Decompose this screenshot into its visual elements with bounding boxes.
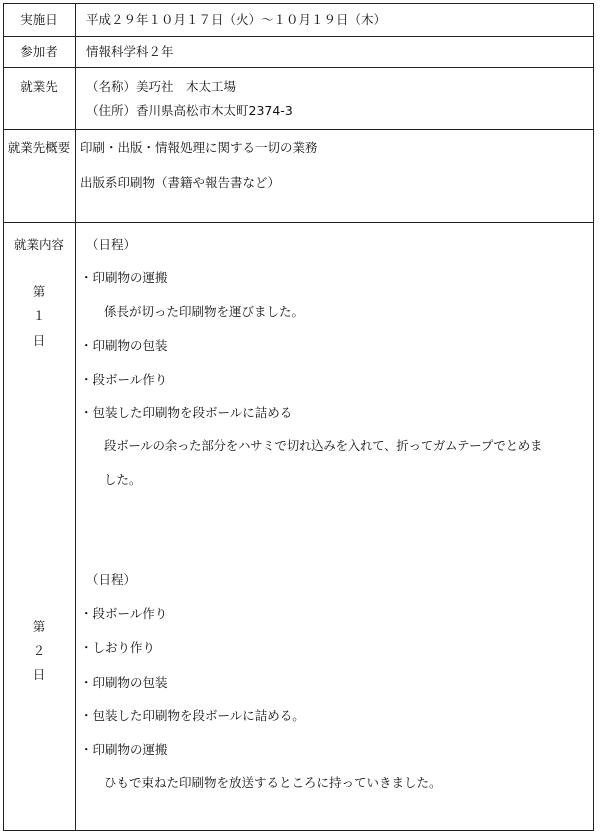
day2-item-4: ・包装した印刷物を段ボールに詰める。 [80,708,305,723]
day1-schedule-heading: （日程） [86,237,137,252]
day1-label-prefix: 第 [32,284,46,299]
workplace-address: （住所）香川県高松市木太町2374-3 [86,103,293,118]
date-value: 平成２９年１０月１７日（火）～１０月１９日（木） [86,12,387,27]
label-column-divider [75,3,76,831]
day2-item-5: ・印刷物の運搬 [80,742,168,757]
summary-line-2: 出版系印刷物（書籍や報告書など） [80,175,281,190]
day1-item-3: ・段ボール作り [80,372,168,387]
day2-label-number: ２ [32,643,46,658]
content-label: 就業内容 [13,237,64,252]
day2-item-5-note: ひもで束ねた印刷物を放送するところに持っていきました。 [104,775,442,790]
workplace-name: （名称）美巧社 木太工場 [86,79,237,94]
summary-label: 就業先概要 [7,140,71,155]
summary-line-1: 印刷・出版・情報処理に関する一切の業務 [80,140,318,155]
row-divider-participant [3,67,594,68]
workplace-label: 就業先 [20,79,58,94]
day2-label-prefix: 第 [32,619,46,634]
participant-label: 参加者 [20,44,58,59]
day1-item-4-note-line-2: した。 [104,472,142,487]
day1-label-unit: 日 [32,333,46,348]
day1-item-2: ・印刷物の包装 [80,338,168,353]
day1-item-4: ・包装した印刷物を段ボールに詰める [80,405,293,420]
row-divider-date [3,36,594,37]
day1-item-1-note: 係長が切った印刷物を運びました。 [104,304,305,319]
day2-item-2: ・しおり作り [80,640,156,655]
row-divider-workplace [3,129,594,130]
date-label: 実施日 [20,12,58,27]
day1-item-4-note-line-1: 段ボールの余った部分をハサミで切れ込みを入れて、折ってガムテープでとめま [104,438,543,453]
day2-schedule-heading: （日程） [86,572,137,587]
participant-value: 情報科学科２年 [86,44,174,59]
day1-item-1: ・印刷物の運搬 [80,270,168,285]
day1-label-number: １ [32,308,46,323]
day2-item-3: ・印刷物の包装 [80,675,168,690]
row-divider-summary [3,222,594,223]
day2-item-1: ・段ボール作り [80,606,168,621]
day2-label-unit: 日 [32,667,46,682]
